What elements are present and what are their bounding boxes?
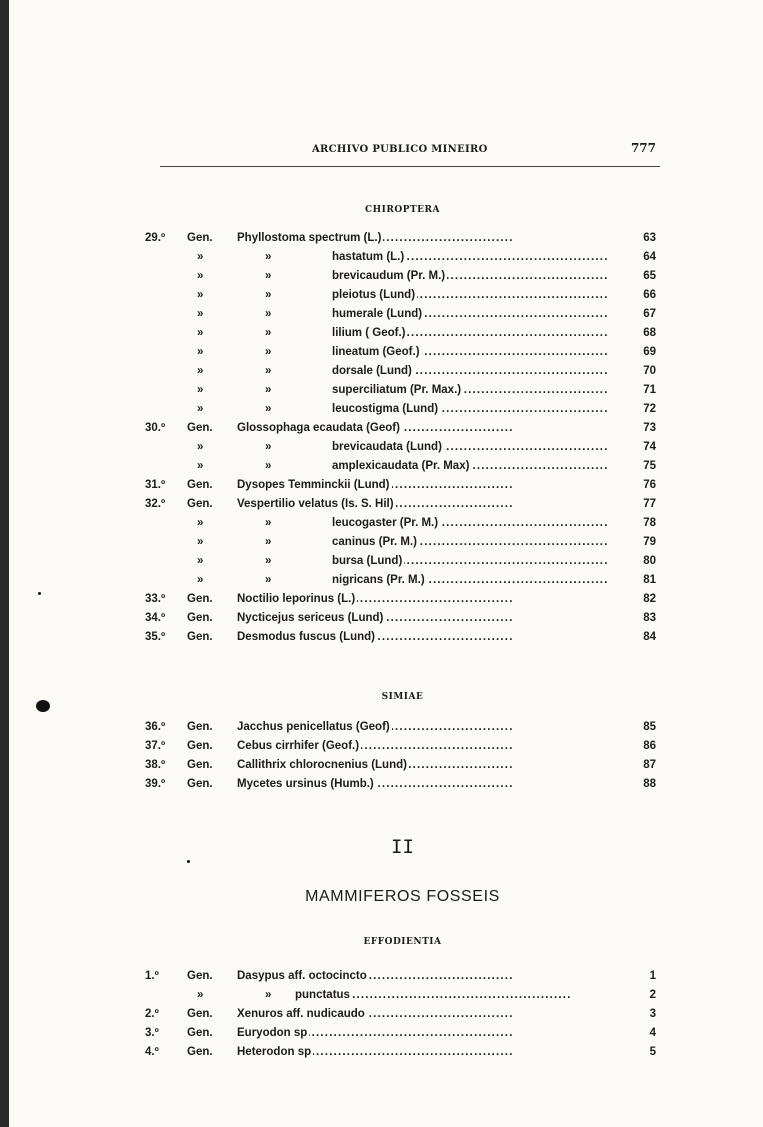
list-item [145,989,660,1008]
ditto-mark: » [197,270,204,282]
ditto-mark: » [197,365,204,377]
list-item [145,1027,660,1046]
ink-speck [38,592,41,595]
entry-page: 81 [643,574,656,586]
species-name: leucogaster (Pr. M.) . . . [332,517,610,529]
ditto-mark: » [197,441,204,453]
entry-number: 31.º [145,479,166,491]
genus-abbrev: Gen. [187,759,213,771]
ditto-mark: » [197,346,204,358]
ditto-mark: » [197,574,204,586]
ditto-mark: » [197,384,204,396]
entry-page: 68 [643,327,656,339]
ditto-mark: » [265,365,272,377]
list-item [145,721,660,740]
species-name: Callithrix chlorocnenius (Lund) . . . [237,759,610,771]
genus-abbrev: Gen. [187,1008,213,1020]
species-name: brevicaudata (Lund) . . . [332,441,610,453]
ditto-mark: » [197,517,204,529]
ditto-mark: » [265,517,272,529]
entry-number: 38.º [145,759,166,771]
ditto-mark: » [197,989,204,1001]
species-name: superciliatum (Pr. Max.) . . . [332,384,610,396]
entry-page: 63 [643,232,656,244]
ditto-mark: » [197,460,204,472]
list-item [145,574,660,593]
genus-abbrev: Gen. [187,1046,213,1058]
genus-abbrev: Gen. [187,422,213,434]
list-item [145,759,660,778]
list-item [145,251,660,270]
list-item [145,498,660,517]
genus-abbrev: Gen. [187,232,213,244]
section-heading-chiroptera: CHIROPTERA [365,205,440,215]
species-name: nigricans (Pr. M.) . . . [332,574,610,586]
list-item [145,270,660,289]
list-item [145,479,660,498]
species-name: Jacchus penicellatus (Geof) . . . [237,721,610,733]
ditto-mark: » [197,536,204,548]
ink-speck [187,860,190,863]
entry-page: 85 [643,721,656,733]
part-numeral: II [391,836,414,858]
ditto-mark: » [265,289,272,301]
section-heading-effodientia: EFFODIENTIA [363,937,442,947]
entry-page: 65 [643,270,656,282]
page-number: 777 [630,141,656,155]
entry-page: 76 [643,479,656,491]
genus-abbrev: Gen. [187,740,213,752]
entry-page: 1 [649,970,656,982]
species-name: hastatum (L.) . . . [332,251,610,263]
entry-page: 74 [643,441,656,453]
ditto-mark: » [265,555,272,567]
ink-blot [36,700,50,712]
list-item [145,346,660,365]
ditto-mark: » [197,251,204,263]
ditto-mark: » [265,270,272,282]
species-name: Euryodon sp . . . [237,1027,610,1039]
entry-page: 82 [643,593,656,605]
genus-abbrev: Gen. [187,498,213,510]
entry-page: 4 [649,1027,656,1039]
ditto-mark: » [265,346,272,358]
species-name: Glossophaga ecaudata (Geof) . . . [237,422,610,434]
list-item [145,365,660,384]
list-item [145,441,660,460]
species-name: Cebus cirrhifer (Geof.) . . . [237,740,610,752]
entry-number: 30.º [145,422,166,434]
entry-page: 73 [643,422,656,434]
genus-abbrev: Gen. [187,612,213,624]
ditto-mark: » [265,536,272,548]
list-item [145,384,660,403]
ditto-mark: » [265,308,272,320]
entry-page: 72 [643,403,656,415]
entry-number: 29.º [145,232,166,244]
species-name: Phyllostoma spectrum (L.) . . . [237,232,610,244]
entry-number: 39.º [145,778,166,790]
list-item [145,631,660,650]
genus-abbrev: Gen. [187,721,213,733]
ditto-mark: » [197,289,204,301]
genus-abbrev: Gen. [187,593,213,605]
species-name: punctatus . . . [295,989,610,1001]
ditto-mark: » [265,384,272,396]
list-item [145,422,660,441]
ditto-mark: » [265,574,272,586]
species-name: Vespertilio velatus (Is. S. Hil) . . . [237,498,610,510]
entry-page: 66 [643,289,656,301]
ditto-mark: » [197,327,204,339]
entry-page: 80 [643,555,656,567]
list-item [145,327,660,346]
species-name: bursa (Lund) . . . [332,555,610,567]
species-name: leucostigma (Lund) . . . [332,403,610,415]
ditto-mark: » [197,403,204,415]
genus-abbrev: Gen. [187,1027,213,1039]
header-rule [160,166,660,167]
ditto-mark: » [265,460,272,472]
species-name: caninus (Pr. M.) . . . [332,536,610,548]
genus-abbrev: Gen. [187,778,213,790]
genus-abbrev: Gen. [187,479,213,491]
genus-abbrev: Gen. [187,970,213,982]
entry-page: 3 [649,1008,656,1020]
entry-number: 35.º [145,631,166,643]
list-item [145,536,660,555]
entry-page: 78 [643,517,656,529]
running-header [160,141,660,161]
species-name: Dasypus aff. octocincto . . . [237,970,610,982]
species-name: Nycticejus sericeus (Lund) . . . [237,612,610,624]
ditto-mark: » [197,555,204,567]
entry-page: 88 [643,778,656,790]
species-name: Xenuros aff. nudicaudo . . . [237,1008,610,1020]
species-name: Mycetes ursinus (Humb.) . . . [237,778,610,790]
entry-number: 32.º [145,498,166,510]
entry-page: 83 [643,612,656,624]
list-item [145,403,660,422]
species-name: lilium ( Geof.) . . . [332,327,610,339]
ditto-mark: » [265,251,272,263]
ditto-mark: » [265,441,272,453]
genus-abbrev: Gen. [187,631,213,643]
entry-page: 70 [643,365,656,377]
running-title: ARCHIVO PUBLICO MINEIRO [312,144,488,155]
entry-page: 77 [643,498,656,510]
species-name: amplexicaudata (Pr. Max) . . . [332,460,610,472]
scan-edge [0,0,9,1127]
entry-page: 69 [643,346,656,358]
entry-page: 5 [649,1046,656,1058]
species-name: Noctilio leporinus (L.) . . . [237,593,610,605]
list-item [145,1008,660,1027]
list-item [145,612,660,631]
list-item [145,289,660,308]
species-name: humerale (Lund) . . . [332,308,610,320]
section-heading-simiae: SIMIAE [381,692,424,702]
list-item [145,1046,660,1065]
entry-number: 34.º [145,612,166,624]
part-title: MAMMIFEROS FOSSEIS [305,888,500,905]
entry-page: 87 [643,759,656,771]
ditto-mark: » [265,403,272,415]
entry-page: 2 [649,989,656,1001]
species-name: Heterodon sp . . . [237,1046,610,1058]
ditto-mark: » [265,327,272,339]
species-name: Desmodus fuscus (Lund) . . . [237,631,610,643]
species-name: brevicaudum (Pr. M.) . . . [332,270,610,282]
ditto-mark: » [197,308,204,320]
entry-number: 36.º [145,721,166,733]
list-item [145,740,660,759]
entry-page: 67 [643,308,656,320]
list-item [145,308,660,327]
entry-number: 33.º [145,593,166,605]
species-name: pleiotus (Lund) . . . [332,289,610,301]
species-name: dorsale (Lund) . . . [332,365,610,377]
species-name: Dysopes Temminckii (Lund) . . . [237,479,610,491]
entry-page: 79 [643,536,656,548]
ditto-mark: » [265,989,272,1001]
entry-number: 1.º [145,970,159,982]
list-item [145,555,660,574]
list-item [145,970,660,989]
entry-number: 37.º [145,740,166,752]
entry-number: 4.º [145,1046,159,1058]
list-item [145,460,660,479]
list-item [145,593,660,612]
list-item [145,232,660,251]
entry-page: 64 [643,251,656,263]
list-item [145,778,660,797]
entry-page: 75 [643,460,656,472]
list-item [145,517,660,536]
entry-page: 86 [643,740,656,752]
entry-page: 71 [643,384,656,396]
entry-page: 84 [643,631,656,643]
entry-number: 2.º [145,1008,159,1020]
species-name: lineatum (Geof.) . . . [332,346,610,358]
entry-number: 3.º [145,1027,159,1039]
